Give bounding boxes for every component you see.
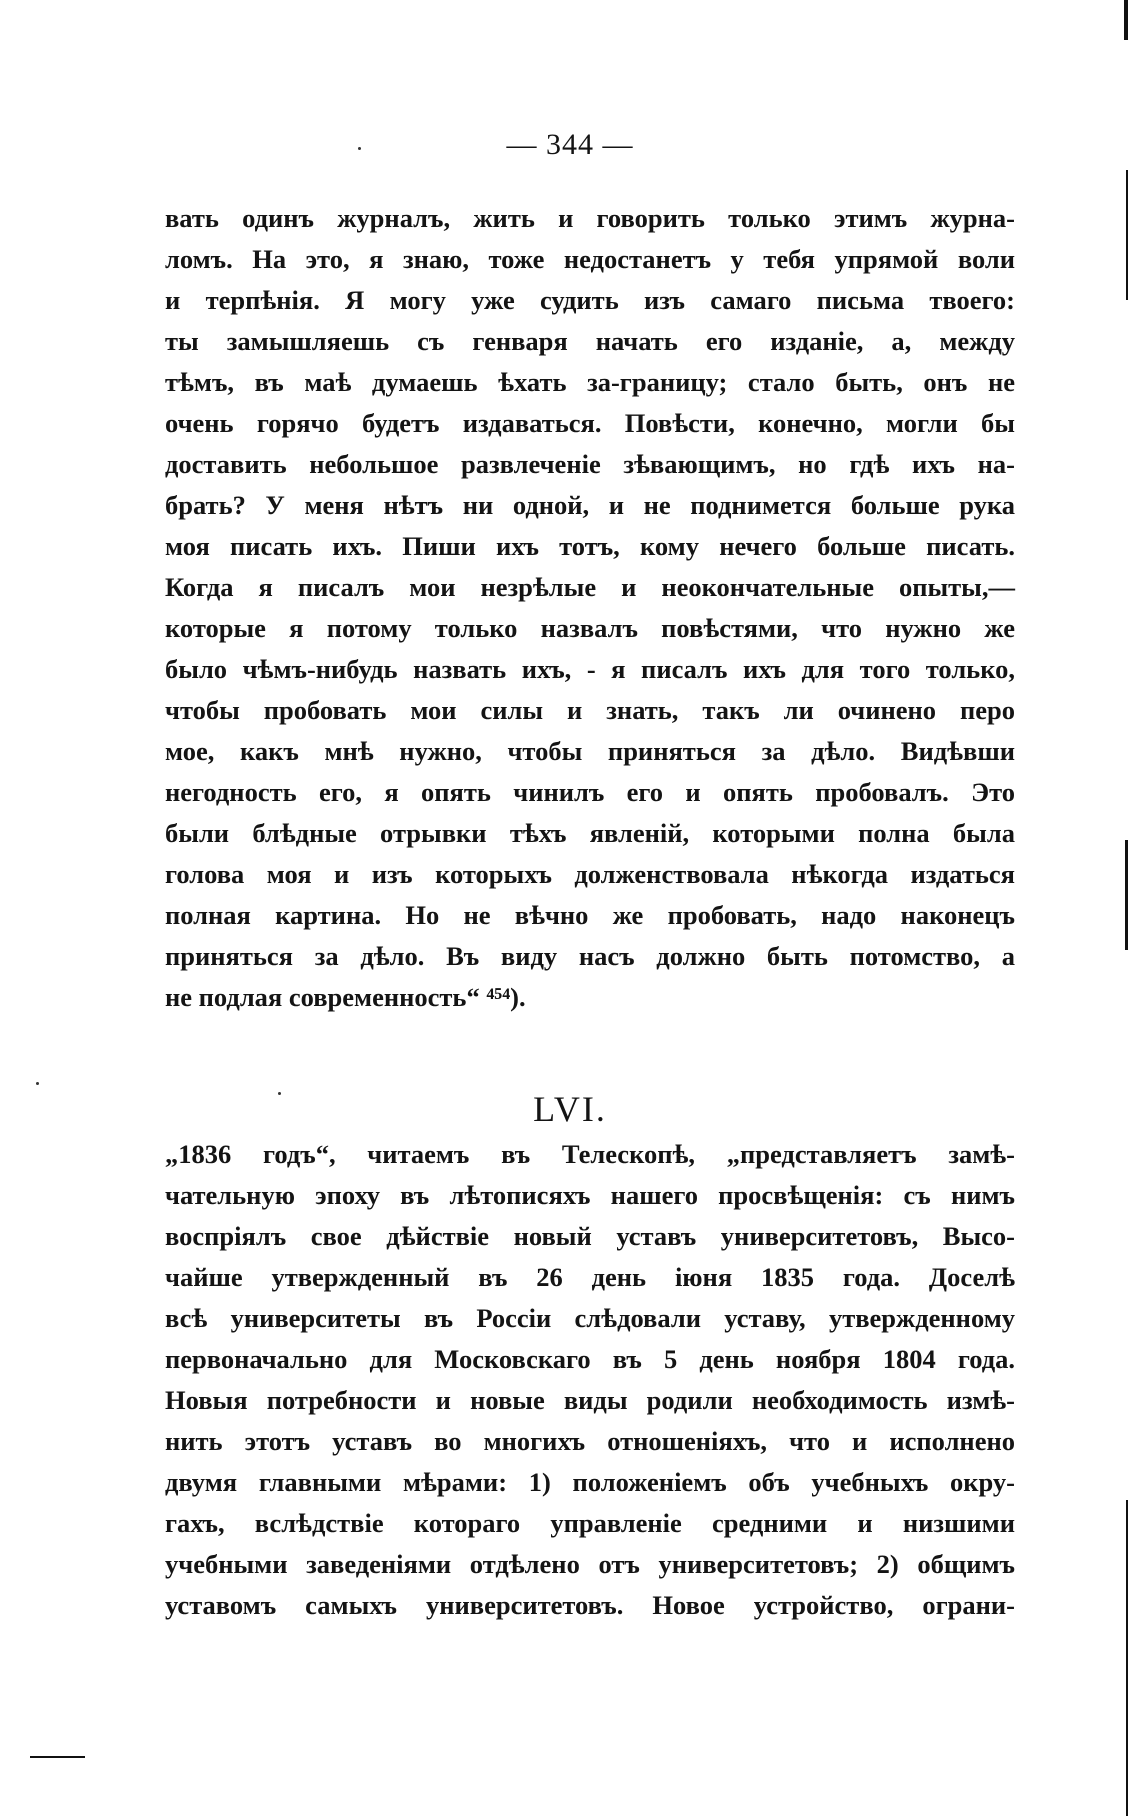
text-line: ты замышляешь съ генваря начать его изданіе, а, между <box>165 326 1015 356</box>
text-line: воспріялъ свое дѣйствіе новый уставъ университетовъ, Высо- <box>165 1221 1015 1251</box>
text-line: ломъ. На это, я знаю, тоже недостанетъ у тебя упрямой воли <box>165 244 1015 274</box>
text-line: первоначально для Московскаго въ 5 день ноября 1804 года. <box>165 1344 1015 1374</box>
scan-speck <box>36 1082 39 1085</box>
text-line: вать одинъ журналъ, жить и говорить только этимъ журна- <box>165 203 1015 233</box>
scan-speck <box>278 1092 281 1095</box>
text-line: гахъ, вслѣдствіе котораго управленіе средними и низшими <box>165 1508 1015 1538</box>
text-line: и терпѣнія. Я могу уже судить изъ самаго письма твоего: <box>165 285 1015 315</box>
text-line: Когда я писалъ мои незрѣлые и неокончательные опыты,— <box>165 572 1015 602</box>
text-line: всѣ университеты въ Россіи слѣдовали уставу, утвержденному <box>165 1303 1015 1333</box>
text-line: доставить небольшое развлеченіе зѣвающимъ, но гдѣ ихъ на- <box>165 449 1015 479</box>
text-line: Новыя потребности и новые виды родили необходимость измѣ- <box>165 1385 1015 1415</box>
scan-speck <box>358 147 361 150</box>
text-line: было чѣмъ-нибудь назвать ихъ, - я писалъ ихъ для того только, <box>165 654 1015 684</box>
text-line: не подлая современность“ ⁴⁵⁴). <box>165 982 526 1012</box>
text-line: моя писать ихъ. Пиши ихъ тотъ, кому нечего больше писать. <box>165 531 1015 561</box>
text-line: которые я потому только назвалъ повѣстями, что нужно же <box>165 613 1015 643</box>
text-line: негодность его, я опять чинилъ его и опять пробовалъ. Это <box>165 777 1015 807</box>
text-line: были блѣдные отрывки тѣхъ явленій, которыми полна была <box>165 818 1015 848</box>
section-heading: LVI. <box>533 1089 607 1129</box>
text-line: двумя главными мѣрами: 1) положеніемъ объ учебныхъ окру- <box>165 1467 1015 1497</box>
scan-edge-mark <box>30 1756 85 1758</box>
scan-edge-mark <box>1126 1500 1128 1816</box>
text-line: приняться за дѣло. Въ виду насъ должно быть потомство, а <box>165 941 1015 971</box>
text-line: голова моя и изъ которыхъ долженствовала нѣкогда издаться <box>165 859 1015 889</box>
text-line: тѣмъ, въ маѣ думаешь ѣхать за-границу; стало быть, онъ не <box>165 367 1015 397</box>
scan-edge-mark <box>1126 170 1128 300</box>
page-number: — 344 — <box>506 128 634 161</box>
paragraph-telescope-quote <box>165 1134 1015 1626</box>
paragraph-letter-quote <box>165 198 1015 1018</box>
text-line: „1836 годъ“, читаемъ въ Телескопѣ, „представляетъ замѣ- <box>165 1139 1015 1169</box>
text-line: уставомъ самыхъ университетовъ. Новое устройство, ограни- <box>165 1590 1015 1620</box>
text-line: полная картина. Но не вѣчно же пробовать, надо наконецъ <box>165 900 1015 930</box>
text-line: чайше утвержденный въ 26 день іюня 1835 года. Доселѣ <box>165 1262 1015 1292</box>
scan-edge-mark <box>1125 840 1128 950</box>
text-line: брать? У меня нѣтъ ни одной, и не поднимется больше рука <box>165 490 1015 520</box>
text-line: очень горячо будетъ издаваться. Повѣсти, конечно, могли бы <box>165 408 1015 438</box>
scan-edge-mark <box>1124 0 1128 40</box>
text-line: чтобы пробовать мои силы и знать, такъ ли очинено перо <box>165 695 1015 725</box>
text-line: мое, какъ мнѣ нужно, чтобы приняться за дѣло. Видѣвши <box>165 736 1015 766</box>
text-line: чательную эпоху въ лѣтописяхъ нашего просвѣщенія: съ нимъ <box>165 1180 1015 1210</box>
text-line: нить этотъ уставъ во многихъ отношеніяхъ, что и исполнено <box>165 1426 1015 1456</box>
text-line: учебными заведеніями отдѣлено отъ университетовъ; 2) общимъ <box>165 1549 1015 1579</box>
